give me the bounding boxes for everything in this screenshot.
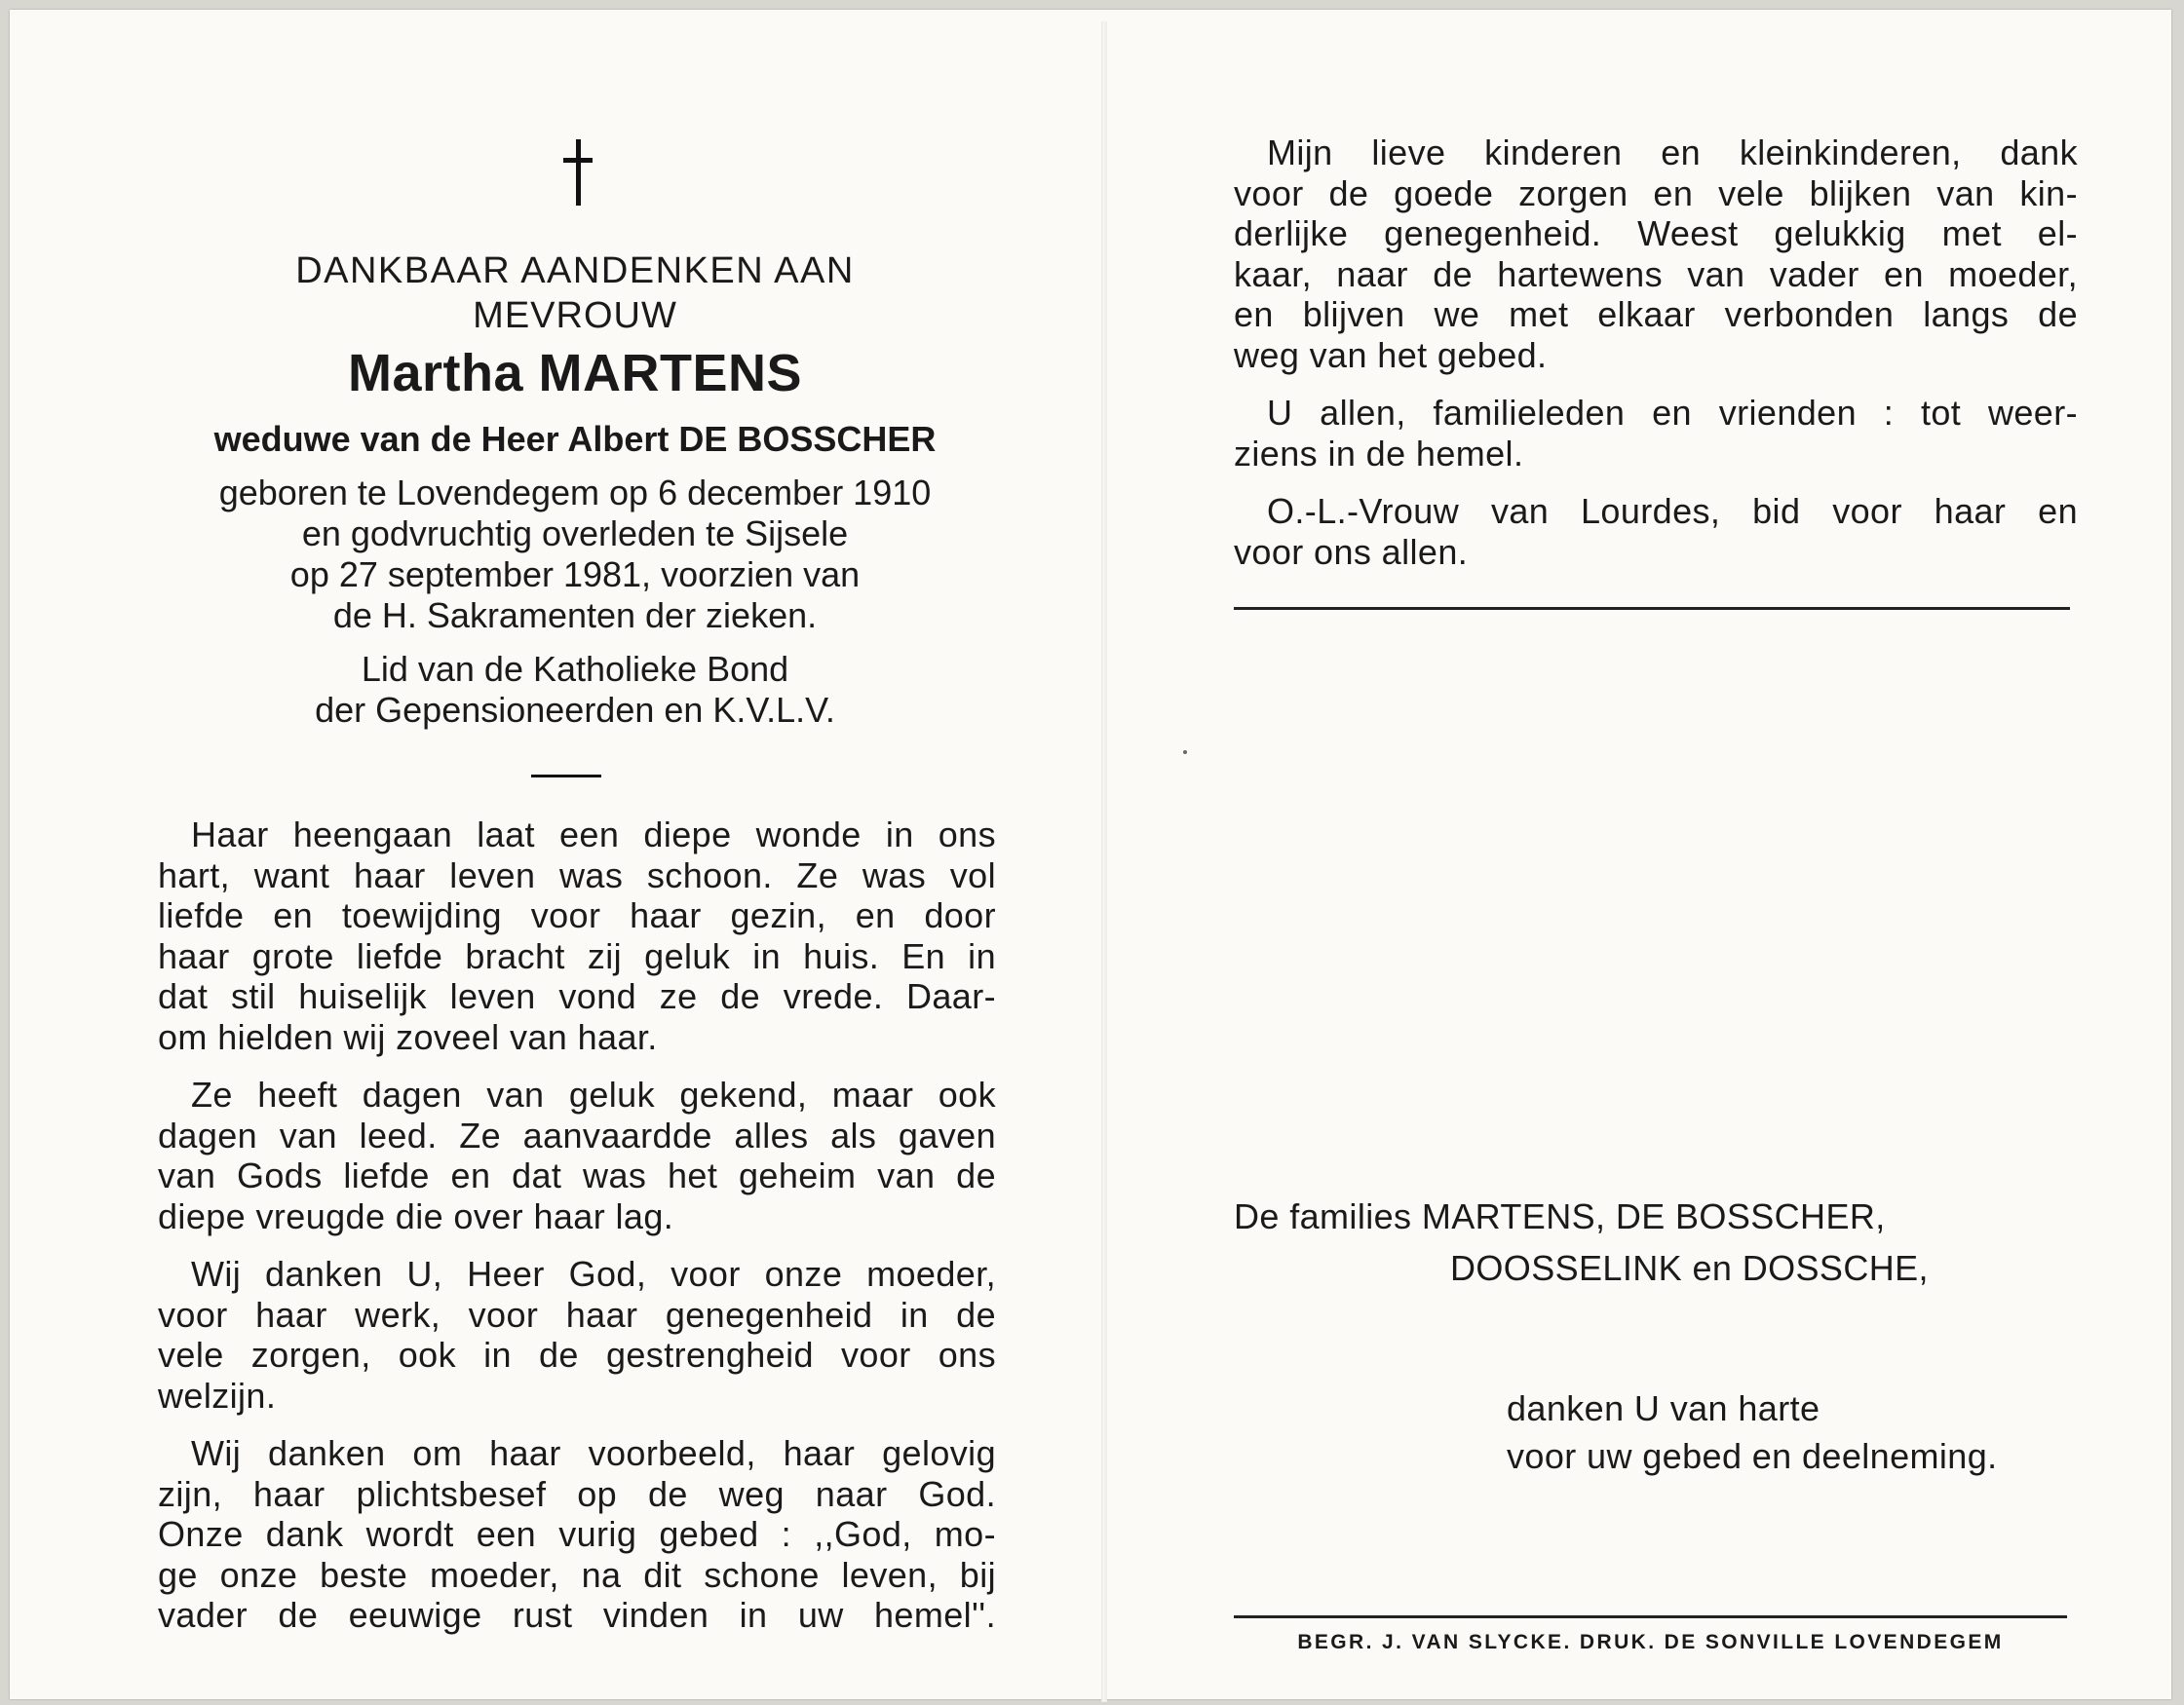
text-line: dagen van leed. Ze aanvaardde alles als gaven	[158, 1115, 996, 1156]
bio-line: de H. Sakramenten der zieken.	[332, 595, 818, 635]
cross-icon	[563, 139, 593, 208]
thanks-line-1: danken U van harte	[1507, 1388, 1820, 1428]
right-prose	[1234, 133, 2078, 589]
paragraph	[158, 1254, 996, 1416]
left-panel	[10, 10, 1101, 1699]
families-line-2: DOOSSELINK en DOSSCHE,	[1450, 1248, 1929, 1288]
text-line: hart, want haar leven was schoon. Ze was vol	[158, 854, 996, 895]
membership-line: der Gepensioneerden en K.V.L.V.	[315, 690, 835, 730]
text-line: en blijven we met elkaar verbonden langs de	[1234, 294, 2078, 334]
spouse-line: weduwe van de Heer Albert DE BOSSCHER	[213, 419, 937, 459]
text-line: weg van het gebed.	[1234, 334, 1548, 375]
left-prose	[158, 815, 996, 1653]
text-line: Wij danken om haar voorbeeld, haar gelovig	[191, 1433, 996, 1473]
bio-block	[68, 473, 1082, 636]
footer-rule	[1234, 1615, 2067, 1618]
heading-line-2: MEVROUW	[473, 295, 677, 336]
membership-block	[68, 649, 1082, 731]
text-line: ziens in de hemel.	[1234, 433, 1524, 474]
deceased-name: Martha MARTENS	[347, 344, 803, 402]
bio-line: op 27 september 1981, voorzien van	[289, 554, 861, 594]
text-line: Wij danken U, Heer God, voor onze moeder,	[191, 1254, 996, 1294]
text-line: O.-L.-Vrouw van Lourdes, bid voor haar en	[1267, 491, 2078, 531]
text-line: voor haar werk, voor haar genegenheid in de	[158, 1294, 996, 1335]
bio-line: geboren te Lovendegem op 6 december 1910	[218, 473, 932, 512]
text-line: vele zorgen, ook in de gestrengheid voor ons	[158, 1335, 996, 1375]
paper-speck	[1183, 750, 1187, 754]
paragraph	[1234, 393, 2078, 474]
text-line: van Gods liefde en dat was het geheim van de	[158, 1156, 996, 1195]
paragraph	[158, 815, 996, 1057]
heading-line-1: DANKBAAR AANDENKEN AAN	[295, 250, 855, 291]
paragraph	[158, 1075, 996, 1236]
text-line: Onze dank wordt een vurig gebed : ,,God, mo-	[158, 1514, 996, 1554]
paragraph	[1234, 133, 2078, 375]
separator-rule	[1234, 607, 2070, 610]
text-line: dat stil huiselijk leven vond ze de vrede. Daar-	[158, 976, 996, 1016]
paragraph	[158, 1433, 996, 1636]
text-line: Ze heeft dagen van geluk gekend, maar ook	[191, 1075, 996, 1115]
text-line: haar grote liefde bracht zij geluk in huis. En in	[158, 935, 996, 976]
text-line: voor de goede zorgen en vele blijken van kin-	[1234, 172, 2078, 213]
text-line: ge onze beste moeder, na dit schone leven, bij	[158, 1554, 996, 1595]
printer-credit: BEGR. J. VAN SLYCKE. DRUK. DE SONVILLE LOVENDEGEM	[1297, 1631, 2004, 1653]
text-line: om hielden wij zoveel van haar.	[158, 1016, 658, 1057]
families-line-1: De families MARTENS, DE BOSSCHER,	[1234, 1196, 1886, 1236]
right-panel	[1107, 10, 2171, 1699]
text-line: voor ons allen.	[1234, 531, 1469, 572]
text-line: vader de eeuwige rust vinden in uw hemel''.	[158, 1595, 996, 1635]
separator-rule	[531, 775, 601, 777]
bio-line: en godvruchtig overleden te Sijsele	[301, 513, 849, 553]
text-line: welzijn.	[158, 1375, 277, 1416]
text-line: Haar heengaan laat een diepe wonde in ons	[191, 815, 996, 854]
text-line: diepe vreugde die over haar lag.	[158, 1195, 674, 1236]
paragraph	[1234, 491, 2078, 572]
text-line: derlijke genegenheid. Weest gelukkig met el-	[1234, 213, 2078, 253]
text-line: zijn, haar plichtsbesef op de weg naar God.	[158, 1473, 996, 1514]
text-line: Mijn lieve kinderen en kleinkinderen, dank	[1267, 133, 2078, 172]
memorial-card	[10, 10, 2171, 1699]
membership-line: Lid van de Katholieke Bond	[361, 649, 789, 689]
text-line: kaar, naar de hartewens van vader en moeder,	[1234, 253, 2078, 294]
text-line: liefde en toewijding voor haar gezin, en door	[158, 895, 996, 935]
thanks-line-2: voor uw gebed en deelneming.	[1507, 1436, 1998, 1476]
text-line: U allen, familieleden en vrienden : tot weer-	[1267, 393, 2078, 433]
